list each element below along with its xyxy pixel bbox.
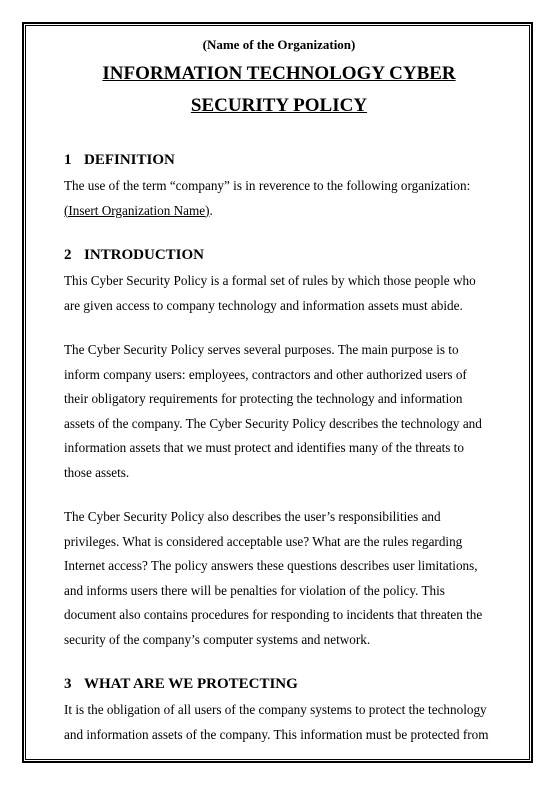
organization-name-field: (Insert Organization Name) — [64, 202, 210, 218]
section-heading-protecting — [64, 674, 494, 694]
section-title: WHAT ARE WE PROTECTING — [84, 676, 298, 692]
section-number: 3 — [64, 676, 72, 692]
title-line-1: INFORMATION TECHNOLOGY CYBER — [102, 63, 456, 84]
section-heading-introduction — [64, 245, 494, 265]
document-content — [64, 36, 494, 747]
definition-paragraph — [64, 174, 494, 223]
protecting-paragraph-1: It is the obligation of all users of the company systems to protect the technology and information assets of the company. This information must be protected from — [64, 702, 489, 742]
section-heading-definition — [64, 150, 494, 170]
section-number: 2 — [64, 247, 72, 263]
introduction-paragraph-1: This Cyber Security Policy is a formal set of rules by which those people who are given access to company technology and information assets must abide. — [64, 273, 476, 313]
section-title: DEFINITION — [84, 152, 175, 168]
introduction-paragraph-3: The Cyber Security Policy also describes the user’s responsibilities and privileges. What is considered acceptable use? What are the rules regarding Internet access? The policy answers these questions describes user limitations, and informs users there will be penalties for violation of the policy. This document also contains procedures for responding to incidents that threaten the security of the company’s computer systems and network. — [64, 509, 483, 647]
section-number: 1 — [64, 152, 72, 168]
title-line-2: SECURITY POLICY — [190, 95, 368, 116]
section-title: INTRODUCTION — [84, 247, 205, 263]
document-title — [64, 58, 494, 122]
definition-text: The use of the term “company” is in reverence to the following organization: — [64, 178, 471, 193]
organization-name-placeholder: (Name of the Organization) — [202, 37, 356, 52]
introduction-paragraph-2: The Cyber Security Policy serves several purposes. The main purpose is to inform company users: employees, contractors and other authorized users of their obligatory requirements for protecting the technology and information assets of the company. The Cyber Security Policy describes the technology and information assets that we must protect and identifies many of the threats to those assets. — [64, 342, 482, 480]
definition-tail: . — [209, 202, 213, 218]
